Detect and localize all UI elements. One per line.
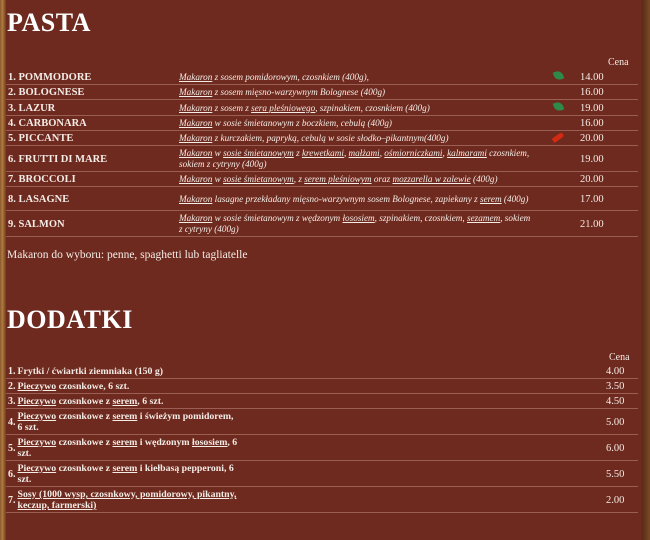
text-segment: , szpinakiem, czosnkiem (400g) <box>315 102 430 113</box>
pasta-item-price: 21.00 <box>578 211 638 237</box>
pasta-row <box>6 187 638 211</box>
link-text[interactable]: Makaron <box>179 118 213 128</box>
link-text[interactable]: Makaron <box>179 193 213 204</box>
link-text[interactable]: Makaron <box>179 133 213 143</box>
text-segment: (400g) <box>501 193 529 204</box>
text-segment: , 6 szt. <box>17 437 238 459</box>
pasta-row <box>6 116 638 131</box>
text-segment: czosnkowe z <box>56 463 113 474</box>
pasta-item-description <box>177 116 538 131</box>
pasta-item-description <box>177 187 538 211</box>
link-text[interactable]: Makaron <box>179 102 213 113</box>
dodatki-item-number: 7. <box>6 487 16 513</box>
pasta-item-icon-cell <box>538 116 578 131</box>
pasta-item-icon-cell <box>538 131 578 146</box>
text-segment: , <box>379 148 385 158</box>
dodatki-row <box>6 364 638 379</box>
text-segment: z sosem pomidorowym, czosnkiem (400g), <box>212 71 369 82</box>
text-segment: , <box>343 148 349 158</box>
text-segment: , <box>442 148 448 158</box>
pasta-row <box>6 211 638 237</box>
text-segment: i wędzonym <box>137 437 192 448</box>
pasta-item-description <box>177 85 538 100</box>
pasta-row <box>6 85 638 100</box>
text-segment: lasagne przekładany mięsno-warzywnym sosem Bolognese, zapiekany z <box>212 193 481 204</box>
pasta-item-name: 7. BROCCOLI <box>6 172 177 187</box>
dodatki-spacer <box>240 364 605 379</box>
pasta-item-name: 4. CARBONARA <box>6 116 177 131</box>
link-text[interactable]: serem pleśniowym <box>304 174 372 184</box>
text-segment: z <box>293 148 302 158</box>
link-text[interactable]: serem <box>112 411 138 422</box>
pasta-item-price: 14.00 <box>578 69 638 85</box>
dodatki-title: DODATKI <box>7 305 133 334</box>
link-text[interactable]: serem <box>112 463 138 474</box>
pasta-item-price: 19.00 <box>578 100 638 116</box>
chili-icon <box>552 132 565 143</box>
dodatki-row <box>6 487 638 513</box>
link-text[interactable]: małżami <box>348 148 380 158</box>
pasta-item-name: 5. PICCANTE <box>6 131 177 146</box>
link-text[interactable]: sosie śmietanowym <box>223 148 294 158</box>
text-segment: w sosie śmietanowym z wędzonym <box>212 213 343 223</box>
pasta-item-name: 8. LASAGNE <box>6 187 177 211</box>
dodatki-item-number: 1. <box>8 366 16 377</box>
pasta-item-description <box>177 211 538 237</box>
text-segment: oraz <box>371 174 393 184</box>
dodatki-row <box>6 409 638 435</box>
text-segment: i świeżym pomidorem, 6 szt. <box>17 411 234 433</box>
pasta-item-icon-cell <box>538 100 578 116</box>
pasta-item-price: 20.00 <box>578 172 638 187</box>
link-text[interactable]: łososiem <box>342 213 375 223</box>
pasta-item-description <box>177 146 538 172</box>
dodatki-item-price: 3.50 <box>604 379 638 394</box>
dodatki-item-name <box>16 461 240 487</box>
dodatki-row <box>6 379 638 394</box>
pasta-item-price: 19.00 <box>578 146 638 172</box>
pasta-item-price: 20.00 <box>578 131 638 146</box>
link-text[interactable]: Makaron <box>179 87 213 97</box>
pasta-item-icon-cell <box>538 211 578 237</box>
dodatki-spacer <box>240 461 605 487</box>
pasta-row <box>6 100 638 116</box>
dodatki-item-name <box>16 409 240 435</box>
pasta-item-price: 16.00 <box>578 116 638 131</box>
dodatki-item-name <box>16 379 240 394</box>
text-segment: czosnkowe, 6 szt. <box>56 381 130 392</box>
dodatki-spacer <box>240 409 605 435</box>
dodatki-menu-table <box>6 364 638 513</box>
link-text[interactable]: łososiem <box>192 437 228 448</box>
pasta-item-name: 9. SALMON <box>6 211 177 237</box>
pasta-title: PASTA <box>7 8 91 37</box>
pasta-row <box>6 172 638 187</box>
link-text[interactable]: Pieczywo <box>17 437 57 448</box>
dodatki-item-price: 5.00 <box>604 409 638 435</box>
text-segment: czosnkowe z <box>56 396 113 407</box>
pasta-row <box>6 146 638 172</box>
pasta-item-name: 1. POMMODORE <box>6 69 177 85</box>
link-text[interactable]: serem <box>112 437 138 448</box>
link-text[interactable]: ośmiorniczkami <box>384 148 443 158</box>
link-text[interactable]: Pieczywo <box>17 381 57 392</box>
link-text[interactable]: sezamem <box>467 213 501 223</box>
link-text[interactable]: sera pleśniowego <box>251 102 316 113</box>
text-segment: Frytki / ćwiartki ziemniaka (150 g) <box>17 366 164 377</box>
text-segment: , 6 szt. <box>137 396 164 407</box>
link-text[interactable]: serem <box>112 396 138 407</box>
pasta-item-description <box>177 131 538 146</box>
text-segment: czosnkowe z <box>56 437 113 448</box>
dodatki-price-header: Cena <box>609 352 630 363</box>
link-text[interactable]: Makaron <box>179 174 213 184</box>
link-text[interactable]: mozzarella w zalewie <box>392 174 471 184</box>
link-text[interactable]: Makaron <box>179 148 213 158</box>
dodatki-spacer <box>240 435 605 461</box>
dodatki-item-price: 2.00 <box>604 487 638 513</box>
link-text[interactable]: Pieczywo <box>17 463 57 474</box>
link-text[interactable]: krewetkami <box>301 148 344 158</box>
pasta-item-name: 3. LAZUR <box>6 100 177 116</box>
dodatki-item-number: 5. <box>6 435 16 461</box>
text-segment: w sosie śmietanowym z boczkiem, cebulą (400g) <box>212 118 392 128</box>
text-segment: w <box>212 148 224 158</box>
dodatki-item-price: 6.00 <box>604 435 638 461</box>
pasta-item-description <box>177 69 538 85</box>
dodatki-item-number: 3. <box>8 396 16 407</box>
pasta-item-icon-cell <box>538 146 578 172</box>
wood-border-right <box>642 0 650 540</box>
pasta-price-header: Cena <box>608 57 629 68</box>
dodatki-row <box>6 435 638 461</box>
pasta-item-icon-cell <box>538 187 578 211</box>
pasta-item-description <box>177 100 538 116</box>
text-segment: i kiełbasą pepperoni, 6 szt. <box>17 463 234 485</box>
pasta-item-icon-cell <box>538 85 578 100</box>
pasta-row <box>6 131 638 146</box>
text-segment: z kurczakiem, papryką, cebulą w sosie słodko–pikantnym(400g) <box>212 133 449 143</box>
dodatki-row <box>6 394 638 409</box>
dodatki-item-number: 2. <box>8 381 16 392</box>
text-segment: , sokiem z cytryny (400g) <box>179 213 531 234</box>
pasta-item-icon-cell <box>538 69 578 85</box>
link-text[interactable]: Makaron <box>179 213 213 223</box>
text-segment: czosnkiem, sokiem z cytryny (400g) <box>179 148 530 169</box>
dodatki-spacer <box>240 379 605 394</box>
leaf-icon <box>552 101 564 113</box>
dodatki-item-number: 4. <box>6 409 16 435</box>
link-text[interactable]: kalmarami <box>447 148 487 158</box>
pasta-item-description <box>177 172 538 187</box>
text-segment: z sosem mięsno-warzywnym Bolognese (400g) <box>212 87 386 97</box>
dodatki-item-name <box>16 435 240 461</box>
text-segment: (400g) <box>470 174 498 184</box>
link-text[interactable]: serem <box>480 193 502 204</box>
pasta-item-icon-cell <box>538 172 578 187</box>
dodatki-item-number: 6. <box>6 461 16 487</box>
pasta-choice-note: Makaron do wyboru: penne, spaghetti lub tagliatelle <box>7 249 248 261</box>
dodatki-row <box>6 461 638 487</box>
leaf-icon <box>552 70 564 82</box>
dodatki-item-price: 5.50 <box>604 461 638 487</box>
text-segment: czosnkowe z <box>56 411 113 422</box>
link-text[interactable]: Sosy (1000 wysp, czosnkowy, pomidorowy, pikantny, keczup, farmerski) <box>17 489 237 511</box>
text-segment: , z <box>293 174 305 184</box>
dodatki-item-name <box>16 364 240 379</box>
pasta-item-name: 2. BOLOGNESE <box>6 85 177 100</box>
text-segment: z sosem z <box>212 102 252 113</box>
link-text[interactable]: Pieczywo <box>17 396 57 407</box>
pasta-item-price: 17.00 <box>578 187 638 211</box>
dodatki-spacer <box>240 394 605 409</box>
link-text[interactable]: Makaron <box>179 71 213 82</box>
dodatki-spacer <box>240 487 605 513</box>
text-segment: w <box>212 174 224 184</box>
dodatki-item-name <box>16 487 240 513</box>
pasta-menu-table <box>6 69 638 237</box>
text-segment: , szpinakiem, czosnkiem, <box>374 213 468 223</box>
link-text[interactable]: sosie śmietanowym <box>223 174 294 184</box>
dodatki-item-price: 4.50 <box>604 394 638 409</box>
link-text[interactable]: Pieczywo <box>17 411 57 422</box>
pasta-row <box>6 69 638 85</box>
dodatki-item-price: 4.00 <box>604 364 638 379</box>
pasta-item-price: 16.00 <box>578 85 638 100</box>
dodatki-item-name <box>16 394 240 409</box>
pasta-item-name: 6. FRUTTI DI MARE <box>6 146 177 172</box>
